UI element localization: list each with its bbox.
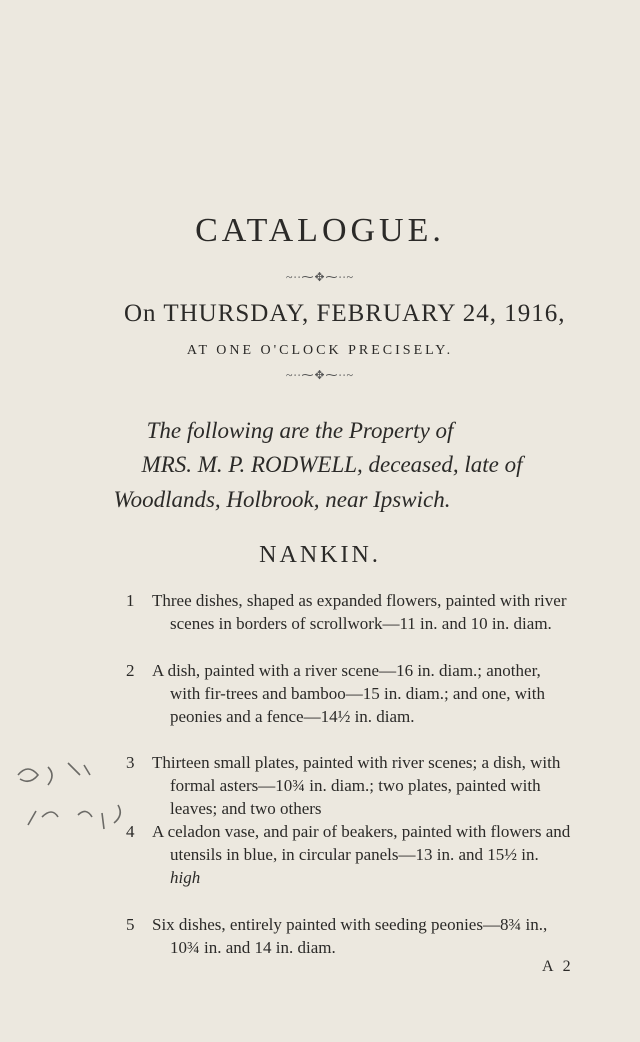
lot-line: peonies and a fence—14½ in. diam.: [170, 707, 415, 726]
lot-line: A celadon vase, and pair of beakers, painted with flowers and: [152, 822, 571, 841]
lot-line: Six dishes, entirely painted with seeding peonies—8¾ in.,: [152, 915, 548, 934]
lot-line: leaves; and two others: [170, 799, 322, 818]
lot-number: 5: [126, 915, 135, 934]
sale-date: On THURSDAY, FEBRUARY 24, 1916,: [124, 300, 566, 327]
lot-number: 4: [126, 822, 135, 841]
lot-line: Three dishes, shaped as expanded flowers, painted with river: [152, 591, 567, 610]
lot-line: with fir-trees and bamboo—15 in. diam.; and one, with: [170, 684, 545, 703]
section-heading: NANKIN.: [259, 542, 381, 568]
lot-number: 1: [126, 591, 135, 610]
date-flourish: ~∙∙⁓✥⁓∙∙~: [285, 368, 355, 382]
lot-line: Thirteen small plates, painted with river scenes; a dish, with: [152, 753, 561, 772]
lot-line: scenes in borders of scrollwork—11 in. and 10 in. diam.: [170, 614, 552, 633]
title-flourish: ~∙∙⁓✥⁓∙∙~: [285, 270, 355, 284]
catalogue-title: CATALOGUE.: [195, 212, 445, 249]
signature-mark: A 2: [542, 958, 574, 975]
intro-line-3: Woodlands, Holbrook, near Ipswich.: [113, 487, 451, 512]
sale-time: AT ONE O'CLOCK PRECISELY.: [186, 343, 454, 358]
lot-number: 2: [126, 661, 135, 680]
lot-number: 3: [126, 753, 135, 772]
intro-line-1: The following are the Property of: [146, 418, 454, 443]
lot-line: 10¾ in. and 14 in. diam.: [170, 938, 336, 957]
pencil-annotation: [8, 745, 158, 855]
lot-line: high: [170, 868, 201, 887]
lot-line: formal asters—10¾ in. diam.; two plates, painted with: [170, 776, 541, 795]
lot-line: A dish, painted with a river scene—16 in. diam.; another,: [152, 661, 541, 680]
intro-line-2: MRS. M. P. RODWELL, deceased, late of: [141, 452, 523, 477]
lot-line: utensils in blue, in circular panels—13 in. and 15½ in.: [170, 845, 539, 864]
